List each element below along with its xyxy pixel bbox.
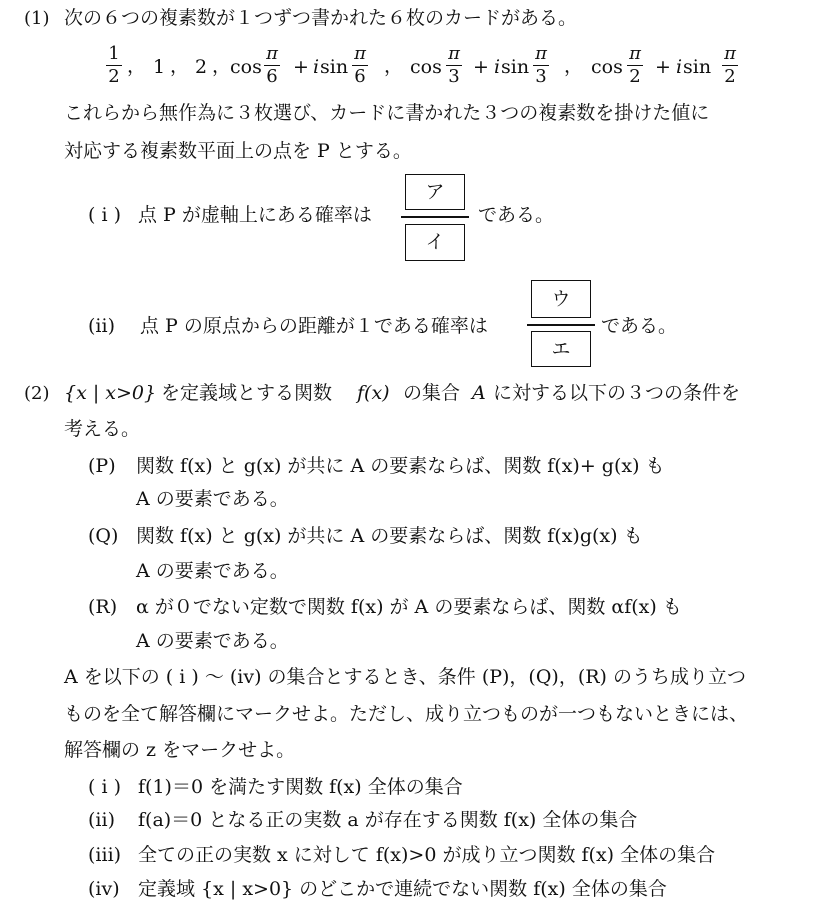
pi-over-6 [352, 44, 368, 87]
separator: ， [170, 55, 190, 77]
item-label: (iv) [88, 878, 120, 900]
condition-q-label: (Q) [88, 525, 119, 547]
item-label: ( i ) [88, 776, 121, 798]
q1-ii-text: 点 P の原点からの距離が１である確率は [140, 315, 488, 337]
set-a-symbol: A [472, 382, 486, 404]
pi-over-2 [722, 44, 738, 87]
q2-para3: 解答欄の z をマークせよ。 [64, 739, 296, 761]
item-label: (iii) [88, 844, 122, 866]
fraction-numerator: 1 [108, 43, 120, 64]
fraction-bar [401, 216, 469, 218]
domain-set: {x | x>0} [64, 382, 157, 404]
fraction-numerator: π [354, 43, 366, 64]
item-text: f(1)＝0 を満たす関数 f(x) 全体の集合 [138, 776, 463, 798]
cos-text: cos [230, 56, 262, 78]
q1-ii-label: (ii) [88, 315, 115, 337]
q2-line1-b: を定義域とする関数 [161, 382, 333, 404]
q1-intro-text: 次の６つの複素数が１つずつ書かれた６枚のカードがある。 [64, 7, 578, 29]
item-label: (ii) [88, 809, 115, 831]
separator: ， [212, 55, 232, 77]
q1-number: (1) [24, 8, 50, 29]
card-one: 1 [153, 56, 166, 78]
q1-ii-tail: である。 [601, 315, 678, 337]
condition-p-line1: 関数 f(x) と g(x) が共に A の要素ならば、関数 f(x)+ g(x) も [136, 455, 665, 477]
sin-text: sin [320, 56, 349, 78]
fraction-numerator: π [448, 43, 460, 64]
plus-sign: + [293, 56, 309, 78]
condition-q-line1: 関数 f(x) と g(x) が共に A の要素ならば、関数 f(x)g(x) も [136, 525, 643, 547]
answer-box-e[interactable]: エ [531, 331, 591, 367]
item-text: 全ての正の実数 x に対して f(x)>0 が成り立つ関数 f(x) 全体の集合 [138, 844, 716, 866]
q2-line1-c: の集合 [403, 382, 461, 404]
q2-number: (2) [24, 383, 50, 404]
item-text: f(a)＝0 となる正の実数 a が存在する関数 f(x) 全体の集合 [138, 809, 638, 831]
answer-box-a[interactable]: ア [405, 174, 465, 210]
fraction-bar [527, 324, 595, 326]
cos-text: cos [591, 56, 623, 78]
fraction-numerator: π [535, 43, 547, 64]
cos-text: cos [410, 56, 442, 78]
fraction-denominator: 3 [535, 66, 547, 87]
condition-p-label: (P) [88, 455, 116, 477]
separator: ， [564, 55, 584, 77]
q2-line1-d: に対する以下の３つの条件を [493, 382, 741, 404]
fraction-denominator: 2 [629, 66, 641, 87]
fraction-numerator: π [724, 43, 736, 64]
q1-i-text: 点 P が虚軸上にある確率は [138, 204, 372, 226]
q1-line3: 対応する複素数平面上の点を P とする。 [64, 140, 412, 162]
fraction-denominator: 3 [448, 66, 460, 87]
fraction-denominator: 6 [266, 66, 278, 87]
fraction-denominator: 6 [354, 66, 366, 87]
condition-q-line2: A の要素である。 [136, 560, 289, 582]
card-one-half [106, 44, 122, 87]
condition-p-line2: A の要素である。 [136, 488, 289, 510]
sin-text: sin [501, 56, 530, 78]
plus-sign: + [655, 56, 671, 78]
pi-over-6 [264, 44, 280, 87]
answer-box-i[interactable]: イ [405, 224, 465, 261]
pi-over-2 [627, 44, 643, 87]
fraction-numerator: π [629, 43, 641, 64]
q2-line2: 考える。 [64, 418, 141, 440]
imaginary-unit: i [313, 56, 320, 78]
q2-para1: A を以下の ( i ) ～ (iv) の集合とするとき、条件 (P)，(Q)，(R) のうち成り立つ [64, 666, 746, 688]
item-text: 定義域 {x | x>0} のどこかで連続でない関数 f(x) 全体の集合 [138, 878, 667, 900]
separator: ， [384, 55, 404, 77]
fx-symbol: f(x) [357, 382, 390, 404]
q1-i-label: ( i ) [88, 204, 121, 226]
q2-para2: ものを全て解答欄にマークせよ。ただし、成り立つものが一つもないときには、 [64, 703, 749, 725]
card-two: 2 [195, 56, 208, 78]
sin-text: sin [683, 56, 712, 78]
answer-box-u[interactable]: ウ [531, 280, 591, 318]
imaginary-unit: i [494, 56, 501, 78]
q1-line2: これらから無作為に３枚選び、カードに書かれた３つの複素数を掛けた値に [64, 102, 710, 124]
pi-over-3 [533, 44, 549, 87]
q1-i-tail: である。 [478, 204, 555, 226]
separator: ， [127, 55, 147, 77]
imaginary-unit: i [676, 56, 683, 78]
fraction-denominator: 2 [108, 66, 120, 87]
plus-sign: + [473, 56, 489, 78]
condition-r-line1: α が０でない定数で関数 f(x) が A の要素ならば、関数 αf(x) も [136, 596, 682, 618]
fraction-numerator: π [266, 43, 278, 64]
pi-over-3 [446, 44, 462, 87]
fraction-denominator: 2 [724, 66, 736, 87]
condition-r-line2: A の要素である。 [136, 630, 289, 652]
condition-r-label: (R) [88, 596, 118, 618]
